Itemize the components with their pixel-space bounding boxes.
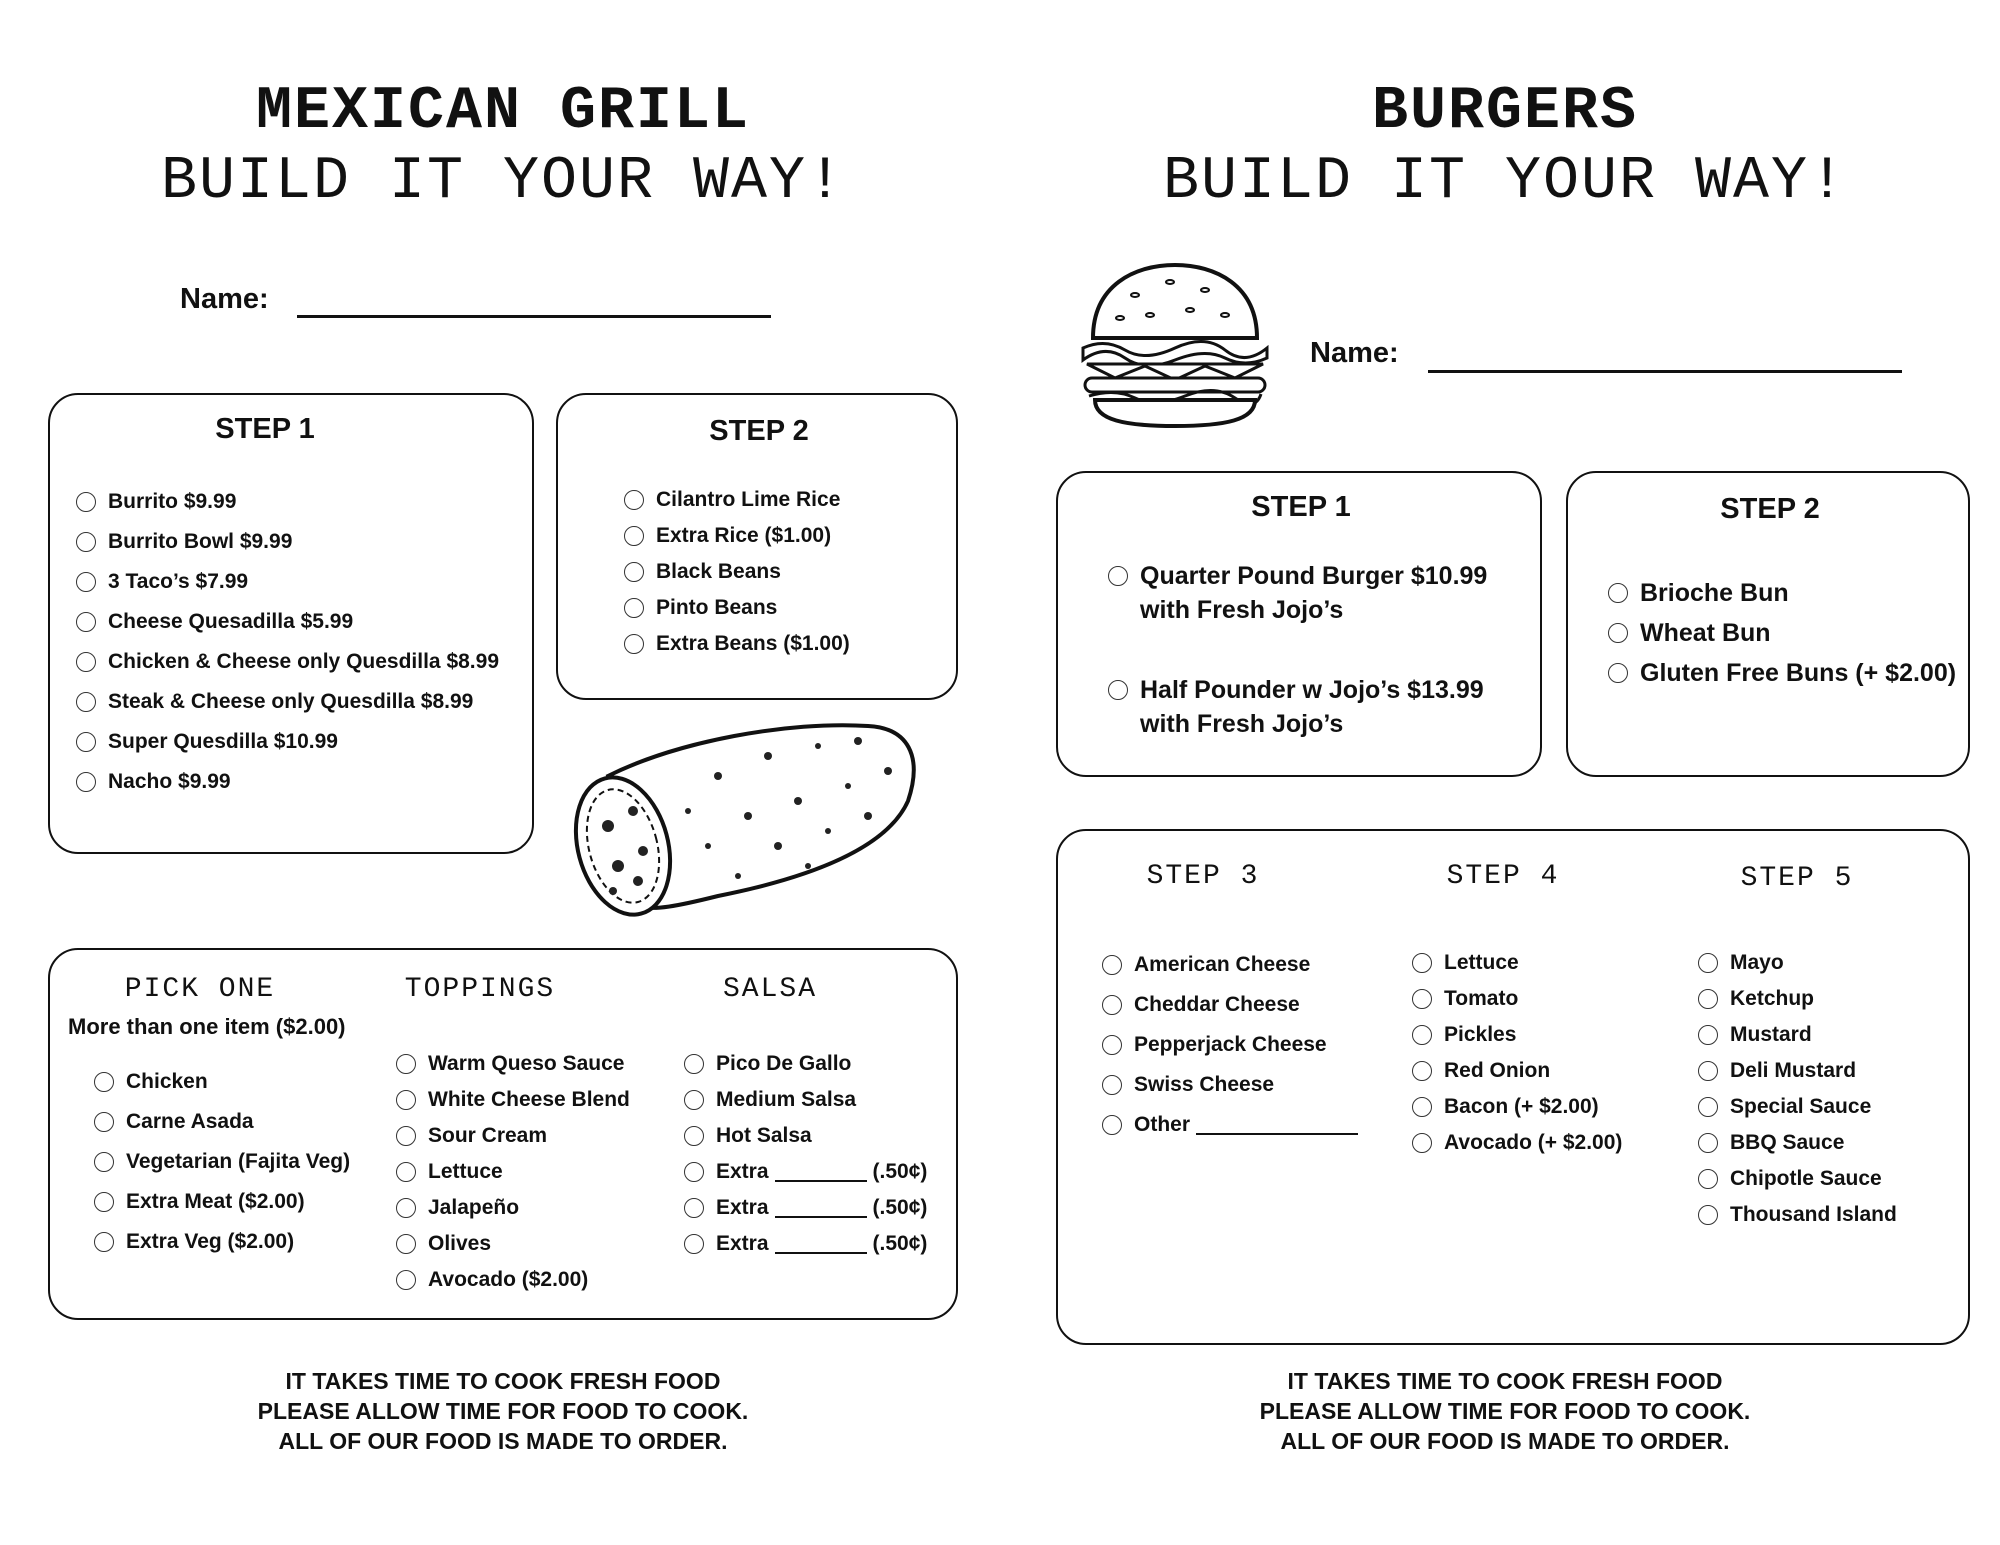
option-white-cheese[interactable]: White Cheese Blend xyxy=(396,1082,630,1118)
option-chicken-cheese-quesadilla[interactable]: Chicken & Cheese only Quesdilla $8.99 xyxy=(76,642,499,682)
radio-button[interactable] xyxy=(1108,680,1128,700)
burgers-name-field[interactable] xyxy=(1428,370,1902,373)
radio-button[interactable] xyxy=(76,492,96,512)
option-tomato[interactable]: Tomato xyxy=(1412,981,1622,1017)
option-lettuce[interactable]: Lettuce xyxy=(1412,945,1622,981)
toppings-options xyxy=(396,1046,630,1298)
option-extra-beans[interactable]: Extra Beans ($1.00) xyxy=(624,626,850,662)
radio-button[interactable] xyxy=(1608,623,1628,643)
option-extra-salsa-2[interactable]: Extra (.50¢) xyxy=(684,1190,927,1226)
radio-button[interactable] xyxy=(624,490,644,510)
radio-button[interactable] xyxy=(396,1090,416,1110)
radio-button[interactable] xyxy=(1608,663,1628,683)
option-super-quesadilla[interactable]: Super Quesdilla $10.99 xyxy=(76,722,499,762)
option-extra-salsa-3[interactable]: Extra (.50¢) xyxy=(684,1226,927,1262)
radio-button[interactable] xyxy=(1102,995,1122,1015)
option-avocado[interactable]: Avocado (+ $2.00) xyxy=(1412,1125,1622,1161)
option-bbq-sauce[interactable]: BBQ Sauce xyxy=(1698,1125,1897,1161)
radio-button[interactable] xyxy=(1698,1025,1718,1045)
burgers-step1-option-1[interactable] xyxy=(1108,559,1487,627)
radio-button[interactable] xyxy=(396,1162,416,1182)
pick-one-heading: PICK ONE xyxy=(124,974,276,1005)
burgers-footer xyxy=(1040,1366,1970,1456)
radio-button[interactable] xyxy=(396,1270,416,1290)
radio-button[interactable] xyxy=(1102,955,1122,975)
burgers-step5-heading: STEP 5 xyxy=(1740,863,1854,894)
option-line: Quarter Pound Burger $10.99 xyxy=(1140,561,1488,590)
option-chipotle-sauce[interactable]: Chipotle Sauce xyxy=(1698,1161,1897,1197)
burgers-steps-box xyxy=(1056,829,1970,1345)
mexican-step1-box xyxy=(48,393,534,854)
option-gluten-free-bun[interactable]: Gluten Free Buns (+ $2.00) xyxy=(1608,653,1956,693)
burgers-name-label: Name: xyxy=(1310,337,1399,369)
option-special-sauce[interactable]: Special Sauce xyxy=(1698,1089,1897,1125)
other-blank-field[interactable] xyxy=(1196,1115,1358,1135)
radio-button[interactable] xyxy=(396,1054,416,1074)
radio-button[interactable] xyxy=(684,1054,704,1074)
burgers-step5-options xyxy=(1698,945,1897,1233)
burgers-step3-heading: STEP 3 xyxy=(1146,861,1260,892)
option-brioche-bun[interactable]: Brioche Bun xyxy=(1608,573,1956,613)
radio-button[interactable] xyxy=(76,532,96,552)
toppings-heading: TOPPINGS xyxy=(404,974,556,1005)
radio-button[interactable] xyxy=(396,1198,416,1218)
mexican-step2-heading: STEP 2 xyxy=(709,415,809,447)
radio-button[interactable] xyxy=(94,1152,114,1172)
option-red-onion[interactable]: Red Onion xyxy=(1412,1053,1622,1089)
salsa-heading: SALSA xyxy=(722,974,817,1005)
pick-one-note: More than one item ($2.00) xyxy=(68,1014,346,1039)
mexican-options-box xyxy=(48,948,958,1320)
option-ketchup[interactable]: Ketchup xyxy=(1698,981,1897,1017)
option-line: with Fresh Jojo’s xyxy=(1140,595,1344,624)
option-burrito[interactable]: Burrito $9.99 xyxy=(76,482,499,522)
burger-illustration xyxy=(1075,260,1275,430)
mexican-step2-box xyxy=(556,393,958,700)
option-avocado[interactable]: Avocado ($2.00) xyxy=(396,1262,630,1298)
salsa-options xyxy=(684,1046,927,1262)
radio-button[interactable] xyxy=(1698,1133,1718,1153)
option-tacos[interactable]: 3 Taco’s $7.99 xyxy=(76,562,499,602)
radio-button[interactable] xyxy=(94,1232,114,1252)
option-wheat-bun[interactable]: Wheat Bun xyxy=(1608,613,1956,653)
option-cheese-quesadilla[interactable]: Cheese Quesadilla $5.99 xyxy=(76,602,499,642)
mexican-title: MEXICAN GRILL xyxy=(255,78,751,146)
mexican-name-label: Name: xyxy=(180,283,269,315)
option-cilantro-lime-rice[interactable]: Cilantro Lime Rice xyxy=(624,482,850,518)
radio-button[interactable] xyxy=(684,1234,704,1254)
radio-button[interactable] xyxy=(94,1192,114,1212)
radio-button[interactable] xyxy=(624,598,644,618)
option-lettuce[interactable]: Lettuce xyxy=(396,1154,630,1190)
radio-button[interactable] xyxy=(1698,1205,1718,1225)
radio-button[interactable] xyxy=(1698,1061,1718,1081)
radio-button[interactable] xyxy=(1412,1097,1432,1117)
footer-line: IT TAKES TIME TO COOK FRESH FOOD xyxy=(285,1368,721,1394)
burgers-step1-heading: STEP 1 xyxy=(1251,491,1351,523)
radio-button[interactable] xyxy=(1102,1035,1122,1055)
radio-button[interactable] xyxy=(1412,989,1432,1009)
option-cheddar-cheese[interactable]: Cheddar Cheese xyxy=(1102,985,1364,1025)
pick-one-options xyxy=(94,1062,350,1262)
option-line: Half Pounder w Jojo’s $13.99 xyxy=(1140,675,1484,704)
option-pico-de-gallo[interactable]: Pico De Gallo xyxy=(684,1046,927,1082)
option-other-cheese[interactable]: Other xyxy=(1102,1105,1364,1145)
mexican-step2-options xyxy=(624,482,850,662)
radio-button[interactable] xyxy=(396,1234,416,1254)
radio-button[interactable] xyxy=(396,1126,416,1146)
radio-button[interactable] xyxy=(1108,566,1128,586)
burgers-step2-options xyxy=(1608,573,1956,693)
burgers-title: BURGERS xyxy=(1371,78,1639,146)
mexican-step1-heading: STEP 1 xyxy=(215,413,315,445)
option-medium-salsa[interactable]: Medium Salsa xyxy=(684,1082,927,1118)
mexican-step1-options xyxy=(76,482,499,802)
mexican-footer xyxy=(40,1366,966,1456)
radio-button[interactable] xyxy=(1608,583,1628,603)
option-mustard[interactable]: Mustard xyxy=(1698,1017,1897,1053)
option-pinto-beans[interactable]: Pinto Beans xyxy=(624,590,850,626)
burrito-illustration xyxy=(568,716,928,936)
footer-line: PLEASE ALLOW TIME FOR FOOD TO COOK. xyxy=(257,1398,749,1424)
radio-button[interactable] xyxy=(94,1072,114,1092)
option-extra-meat[interactable]: Extra Meat ($2.00) xyxy=(94,1182,350,1222)
option-jalapeno[interactable]: Jalapeño xyxy=(396,1190,630,1226)
footer-line: PLEASE ALLOW TIME FOR FOOD TO COOK. xyxy=(1259,1398,1751,1424)
option-chicken[interactable]: Chicken xyxy=(94,1062,350,1102)
radio-button[interactable] xyxy=(94,1112,114,1132)
radio-button[interactable] xyxy=(76,772,96,792)
radio-button[interactable] xyxy=(1102,1075,1122,1095)
option-warm-queso[interactable]: Warm Queso Sauce xyxy=(396,1046,630,1082)
footer-line: ALL OF OUR FOOD IS MADE TO ORDER. xyxy=(278,1428,728,1454)
burgers-step4-heading: STEP 4 xyxy=(1446,861,1560,892)
option-hot-salsa[interactable]: Hot Salsa xyxy=(684,1118,927,1154)
burgers-step2-heading: STEP 2 xyxy=(1720,493,1820,525)
option-extra-rice[interactable]: Extra Rice ($1.00) xyxy=(624,518,850,554)
option-black-beans[interactable]: Black Beans xyxy=(624,554,850,590)
option-line: with Fresh Jojo’s xyxy=(1140,709,1344,738)
extra-blank-field[interactable] xyxy=(775,1234,867,1254)
option-bacon[interactable]: Bacon (+ $2.00) xyxy=(1412,1089,1622,1125)
burgers-subtitle: BUILD IT YOUR WAY! xyxy=(1162,148,1848,216)
option-pickles[interactable]: Pickles xyxy=(1412,1017,1622,1053)
radio-button[interactable] xyxy=(76,612,96,632)
footer-line: ALL OF OUR FOOD IS MADE TO ORDER. xyxy=(1280,1428,1730,1454)
option-vegetarian[interactable]: Vegetarian (Fajita Veg) xyxy=(94,1142,350,1182)
option-nacho[interactable]: Nacho $9.99 xyxy=(76,762,499,802)
burgers-step1-box xyxy=(1056,471,1542,777)
radio-button[interactable] xyxy=(1698,989,1718,1009)
radio-button[interactable] xyxy=(1412,953,1432,973)
radio-button[interactable] xyxy=(1698,953,1718,973)
radio-button[interactable] xyxy=(1412,1061,1432,1081)
option-burrito-bowl[interactable]: Burrito Bowl $9.99 xyxy=(76,522,499,562)
option-american-cheese[interactable]: American Cheese xyxy=(1102,945,1364,985)
mexican-name-field[interactable] xyxy=(297,315,771,318)
option-extra-salsa-1[interactable]: Extra (.50¢) xyxy=(684,1154,927,1190)
extra-blank-field[interactable] xyxy=(775,1198,867,1218)
radio-button[interactable] xyxy=(76,732,96,752)
radio-button[interactable] xyxy=(684,1126,704,1146)
radio-button[interactable] xyxy=(76,692,96,712)
radio-button[interactable] xyxy=(76,572,96,592)
option-steak-cheese-quesadilla[interactable]: Steak & Cheese only Quesdilla $8.99 xyxy=(76,682,499,722)
burgers-step1-option-2[interactable] xyxy=(1108,673,1484,741)
radio-button[interactable] xyxy=(684,1162,704,1182)
mexican-subtitle: BUILD IT YOUR WAY! xyxy=(160,148,846,216)
option-extra-veg[interactable]: Extra Veg ($2.00) xyxy=(94,1222,350,1262)
burgers-step4-options xyxy=(1412,945,1622,1161)
radio-button[interactable] xyxy=(684,1198,704,1218)
option-mayo[interactable]: Mayo xyxy=(1698,945,1897,981)
extra-blank-field[interactable] xyxy=(775,1162,867,1182)
radio-button[interactable] xyxy=(684,1090,704,1110)
option-sour-cream[interactable]: Sour Cream xyxy=(396,1118,630,1154)
radio-button[interactable] xyxy=(1412,1025,1432,1045)
radio-button[interactable] xyxy=(1698,1169,1718,1189)
footer-line: IT TAKES TIME TO COOK FRESH FOOD xyxy=(1287,1368,1723,1394)
burgers-step3-options xyxy=(1102,945,1364,1145)
radio-button[interactable] xyxy=(1412,1133,1432,1153)
option-swiss-cheese[interactable]: Swiss Cheese xyxy=(1102,1065,1364,1105)
option-carne-asada[interactable]: Carne Asada xyxy=(94,1102,350,1142)
burgers-step2-box xyxy=(1566,471,1970,777)
radio-button[interactable] xyxy=(624,526,644,546)
radio-button[interactable] xyxy=(1698,1097,1718,1117)
option-pepperjack-cheese[interactable]: Pepperjack Cheese xyxy=(1102,1025,1364,1065)
option-thousand-island[interactable]: Thousand Island xyxy=(1698,1197,1897,1233)
option-deli-mustard[interactable]: Deli Mustard xyxy=(1698,1053,1897,1089)
radio-button[interactable] xyxy=(76,652,96,672)
radio-button[interactable] xyxy=(624,634,644,654)
radio-button[interactable] xyxy=(1102,1115,1122,1135)
radio-button[interactable] xyxy=(624,562,644,582)
option-olives[interactable]: Olives xyxy=(396,1226,630,1262)
